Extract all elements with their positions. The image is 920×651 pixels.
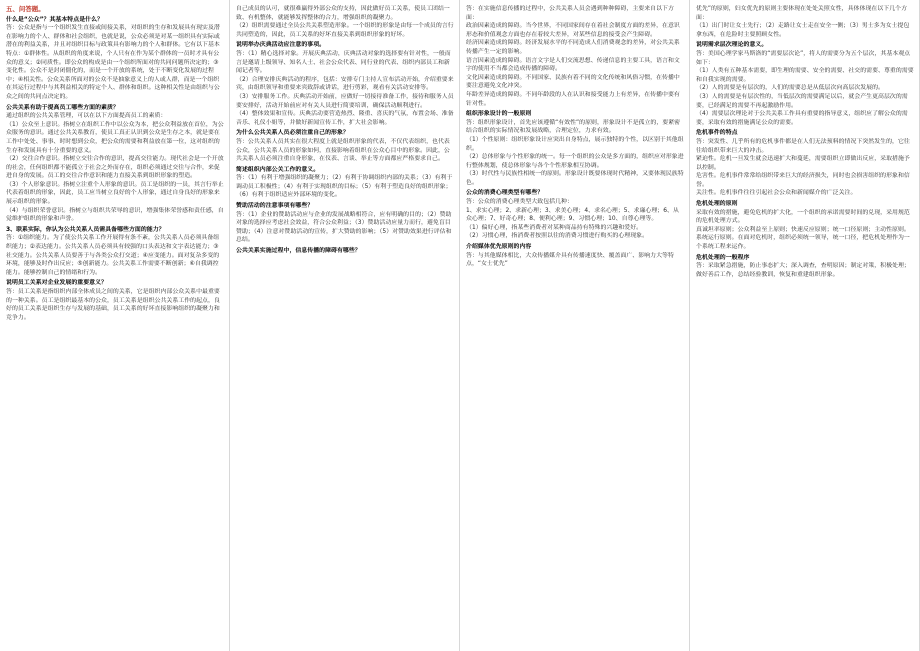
question-heading: 说明举办庆典活动应注意的事项。 — [236, 42, 326, 49]
answer-paragraph: （1）人类有五种基本需要，即生理的需要、安全的需要、社交的需要、尊重的需要和自我实现的需要。 — [696, 68, 914, 83]
answer-paragraph: 答：突发性、几乎所有的危机事件都是在人们无法预料的情况下突然发生的，它往往给组织带来巨大的冲击。 — [696, 138, 910, 154]
answer-paragraph: （1）个性原则：组织形象设计应突出自身特点，展示独特的个性，以区别于其他组织。 — [466, 136, 684, 152]
answer-paragraph: 答：在实施信息传播的过程中，公共关系人员会遇到种种障碍，主要来自以下方面： — [466, 6, 674, 21]
question-heading: 3、联系实际，你认为公共关系人员需具备哪些方面的能力？ — [6, 226, 165, 233]
answer-paragraph: 真诚坦率原则；公众利益至上原则；快速反应原则；统一口径原则；主动性原则。 — [696, 226, 910, 233]
answer-paragraph: 采取有效的措施，避免危机的扩大化，一个组织的承诺需要时间的兑现，采用规范的危机处理方式。 — [696, 209, 910, 225]
question-heading: 为什么公共关系人员必须注重自己的形象？ — [236, 130, 349, 137]
question-heading: 说明需求层次理论的意义。 — [696, 42, 768, 49]
answer-paragraph: （2）人的需要是有层次的，人们的需要总是从低层次向高层次发展的。 — [696, 85, 884, 92]
answer-paragraph: 答：组织形象设计，首先应该遵循“有效性”的原则，形象设计不是孤立的，要紧密结合组织的实际情况和发展战略，合理定位，力求有效。 — [466, 119, 681, 135]
answer-paragraph: 关注性。危机事件往往引起社会公众和新闻媒介的广泛关注。 — [696, 190, 857, 197]
answer-paragraph: 答：公共关系人员其实在很大程度上就是组织形象的代表，不仅代表组织，也代表公众，公共关系人员的形象如何，直接影响着组织在公众心目中的形象。因此，公共关系人员必须注重自身形象，在仪表、言谈、举止等方面都应严格要求自己。 — [236, 138, 450, 163]
answer-paragraph: （3）个人形象意识。指树立注重个人形象的意识。员工是组织的一员，其言行举止代表着组织的形象，因此，员工应当树立良好的个人形象，通过自身良好的形象来展示组织的形象。 — [6, 181, 224, 206]
section-heading: 五、问答题。 — [6, 5, 45, 13]
answer-paragraph: 答：员工关系是指组织内部全体成员之间的关系，它是组织内部公众关系中最重要的一种关系。员工是组织最基本的公众，员工关系是组织公共关系工作的起点，良好的员工关系是组织生存与发展的基础，员工关系的好坏直接影响组织的凝聚力和竞争力。 — [6, 289, 220, 321]
answer-paragraph: 通过组织的公共关系管理，可以在以下方面提高员工的素质： — [6, 113, 167, 120]
answer-paragraph: 文化因素造成的障碍。不同国家、民族有着不同的文化传统和风俗习惯，在传播中要注意避免文化冲突。 — [466, 74, 680, 90]
answer-paragraph: （4）整体效果和宣传。庆典活动要营造热烈、隆重、喜庆的气氛，布置会场、准备音乐、礼仪小姐等，并做好新闻宣传工作，扩大社会影响。 — [236, 111, 454, 126]
answer-paragraph: 答：公众是指与一个组织发生直接或间接关系，对组织的生存和发展具有现实及潜在影响力的个人、群体和社会组织，也就是说，公众必须是对某一组织具有实际或潜在的利益关系，并且对组织目标与政策具有影响力的个人和群体。它有以下基本特点：①群体性。从组织的角度来说，个人只有在作为某个群体的一员时才具有公众的意义；②同质性。即公众的构成是由一个组织所面对的共同问题所决定的；③变化性。公众不是封闭僵化的，而是一个开放的系统，处于不断变化发展的过程中；④相关性。公众关系所面对的公众不是抽象意义上的人或人群，而是一个组织在其运行过程中与其利益相关的特定个人、群体和组织。这种相关性是由组织与公众之间的共同点决定的。 — [6, 25, 220, 100]
answer-paragraph: （3）人的需要是有层次性的，当低层次的需要满足以后，就会产生更高层次的需要，已经满足的需要不再起激励作用。 — [696, 93, 908, 109]
question-heading: 什么是“公众”？其基本特点是什么？ — [6, 16, 103, 23]
answer-paragraph: 答：美国心理学家马斯洛的“需要层次论”，将人的需要分为五个层次，其基本观点如下： — [696, 50, 911, 66]
answer-paragraph: 答：①组织能力。为了使公共关系工作开展得有条不紊，公共关系人员必须具备组织能力；②表达能力。公共关系人员必须具有较强的口头表达和文字表达能力；③社交能力。公共关系人员要善于与各类公众打交道；④应变能力。面对复杂多变的环境，能够及时作出反应；⑤创新能力。公共关系工作需要不断创新；⑥自我调控能力。能够控制自己的情绪和行为。 — [6, 235, 220, 276]
answer-paragraph: （2）合理安排庆典活动的程序，包括：安排专门主持人宣布活动开始，介绍重要来宾，由组织领导和重要来宾致辞或讲话，进行剪彩，观看有关活动安排等。 — [236, 76, 454, 92]
answer-paragraph: 答：（1）企业的赞助活动应与企业的发展战略相符合，应有明确的目的；（2）赞助对象的选择应考虑社会效益，符合公众利益；（3）赞助活动应量力而行，避免盲目赞助；（4）注意对赞助活动的宣传，扩大赞助的影响；（5）对赞助效果进行评估和总结。 — [236, 211, 452, 244]
answer-paragraph: 答：公众的消费心理类型大致包括几种： — [466, 199, 573, 206]
answer-paragraph: （4）与组织荣誉意识。指树立与组织共荣辱的意识，增强集体荣誉感和责任感，自觉维护组织的形象和声誉。 — [6, 207, 224, 223]
question-heading: 危机事件的特点 — [696, 130, 738, 137]
question-heading: 危机处理的原则 — [696, 201, 738, 208]
answer-paragraph: （1）偏好心理，指某些消费者对某种商品持有特殊的兴趣和爱好。 — [466, 224, 643, 231]
answer-paragraph: 答：（1）有利于增强组织的凝聚力；（2）有利于协调组织内部的关系；（3）有利于调动员工积极性；（4）有利于实现组织的目标；（5）有利于塑造良好的组织形象；（6）有利于组织适应外部环境的变化。 — [236, 175, 453, 199]
answer-paragraph: 1、求实心理；2、求新心理；3、求美心理；4、求名心理；5、求廉心理；6、从众心理；7、好奇心理；8、便利心理；9、习惯心理；10、自尊心理等。 — [466, 207, 679, 223]
answer-paragraph: （2）习惯心理，指消费者按照以往的消费习惯进行购买的心理现象。 — [466, 233, 649, 240]
answer-paragraph: 自己成员的认可，就很难赢得外部公众的支持，因此做好员工关系，使员工团结一致、有机整体，就能够发挥整体的合力，增强组织的凝聚力。 — [236, 6, 450, 21]
answer-paragraph: 答：采取紧急措施，防止事态扩大；深入调查，查明原因；制定对策，积极处理；做好善后工作，总结经验教训，恢复和重建组织形象。 — [696, 263, 910, 278]
answer-paragraph: 紧迫性。危机一旦发生就会迅速扩大和蔓延，需要组织立即做出反应，采取措施予以控制。 — [696, 156, 910, 171]
column-3 — [460, 0, 689, 651]
question-heading: 危机处理的一般程序 — [696, 254, 750, 261]
question-heading: 赞助活动的注意事项有哪些？ — [236, 203, 314, 210]
question-heading: 公共关系有助于提高员工哪些方面的素质？ — [6, 104, 119, 111]
answer-paragraph: （3）安排服务工作。庆典活动开始前，应做好一切接待准备工作，接待和服务人员要安排好，活动开始前应对有关人员进行简要培训，确保活动顺利进行。 — [236, 93, 454, 109]
question-heading: 组织形象设计的一般原则 — [466, 111, 532, 118]
answer-paragraph: （2）组织需要通过全员公共关系塑造形象。一个组织的形象是由每一个成员的言行共同塑造的，因此，员工关系的好坏直接关系到组织形象的好坏。 — [236, 23, 454, 38]
question-heading: 公众的消费心理类型有哪些？ — [466, 190, 544, 197]
answer-paragraph: （2）交往合作意识。指树立交往合作的意识，提高交往能力。现代社会是一个开放的社会，任何组织都不能孤立于社会之外而存在，组织必须通过交往与合作，来促进自身的发展。员工的交往合作意识和能力直接关系到组织形象的塑造。 — [6, 156, 224, 180]
answer-paragraph: 政治因素造成的障碍。当今世界，不同国家间存在着社会制度方面的差异，在意识形态和价值观念方面也存在着较大差异，对某些信息的接受会产生障碍。 — [466, 23, 680, 38]
answer-paragraph: （3）时代性与民族性相统一的原则。形象设计既要体现时代精神，又要体现民族特色。 — [466, 171, 684, 186]
question-heading: 说明员工关系对企业发展的重要意义？ — [6, 280, 107, 287]
answer-paragraph: 年龄差异造成的障碍。不同年龄段的人在认识和接受能力上有差异，在传播中要有针对性。 — [466, 91, 680, 107]
answer-paragraph: （1）公众至上意识。指树立在组织工作中以公众为本，把公众利益放在首位，为公众服务的意识。通过公共关系教育，使员工真正认识到公众是生存之本，就是要在工作中处处、事事、时时想到公众，把公众的需要和利益放在第一位，这对组织的生存和发展具有十分重要的意义。 — [6, 121, 224, 154]
answer-paragraph: 优先”的原则，妇女优先的原则主要体现在处处关照女性，具体体现在以下几个方面： — [696, 6, 908, 21]
answer-paragraph: （2）总体形象与个性形象的统一。每一个组织的公众是多方面的，组织应对形象进行整体规划，使总体形象与各个个性形象相互协调。 — [466, 154, 684, 169]
answer-paragraph: 答：与其他媒体相比，大众传播媒介具有传播速度快、覆盖面广、影响力大等特点，“女士优先” — [466, 252, 674, 268]
question-heading: 介绍媒体优先原则的内容 — [466, 244, 532, 251]
answer-paragraph: 系统运行原则。在面对危机时，组织必须统一领导，统一口径，把危机处理作为一个系统工程来运作。 — [696, 235, 910, 251]
answer-paragraph: （1）出门时让女士先行；（2）走路让女士走在安全一侧；（3）男士多为女士提包拿东西，在危险时主要照顾女性。 — [696, 23, 910, 38]
question-heading: 简述组织内部公关工作的意义。 — [236, 166, 320, 173]
column-2 — [230, 0, 459, 651]
answer-paragraph: 答：（1）精心选择对象。开展庆典活动，庆典活动对象的选择要有针对性，一般而言是邀请上级领导、知名人士、社会公众代表、同行业的代表、组织内部员工和新闻记者等。 — [236, 50, 451, 75]
answer-paragraph: （4）需要层次理论对于公共关系工作具有重要的指导意义，组织应了解公众的需要，采取有效的措施满足公众的需要。 — [696, 111, 908, 126]
answer-paragraph: 经济因素造成的障碍。经济发展水平的不同造成人们消费观念的差异，对公共关系传播产生一定的影响。 — [466, 40, 680, 55]
column-1 — [0, 0, 229, 651]
answer-paragraph: 语言因素造成的障碍。语言文字是人们交流思想、传递信息的主要工具，语言和文字的使用不当都会造成传播的障碍。 — [466, 57, 680, 73]
column-4 — [690, 0, 919, 651]
answer-paragraph: 危害性。危机事件常常给组织带来巨大的经济损失，同时也会损害组织的形象和信誉。 — [696, 173, 910, 188]
question-heading: 公共关系实施过程中，信息传播的障碍有哪些？ — [236, 248, 361, 255]
